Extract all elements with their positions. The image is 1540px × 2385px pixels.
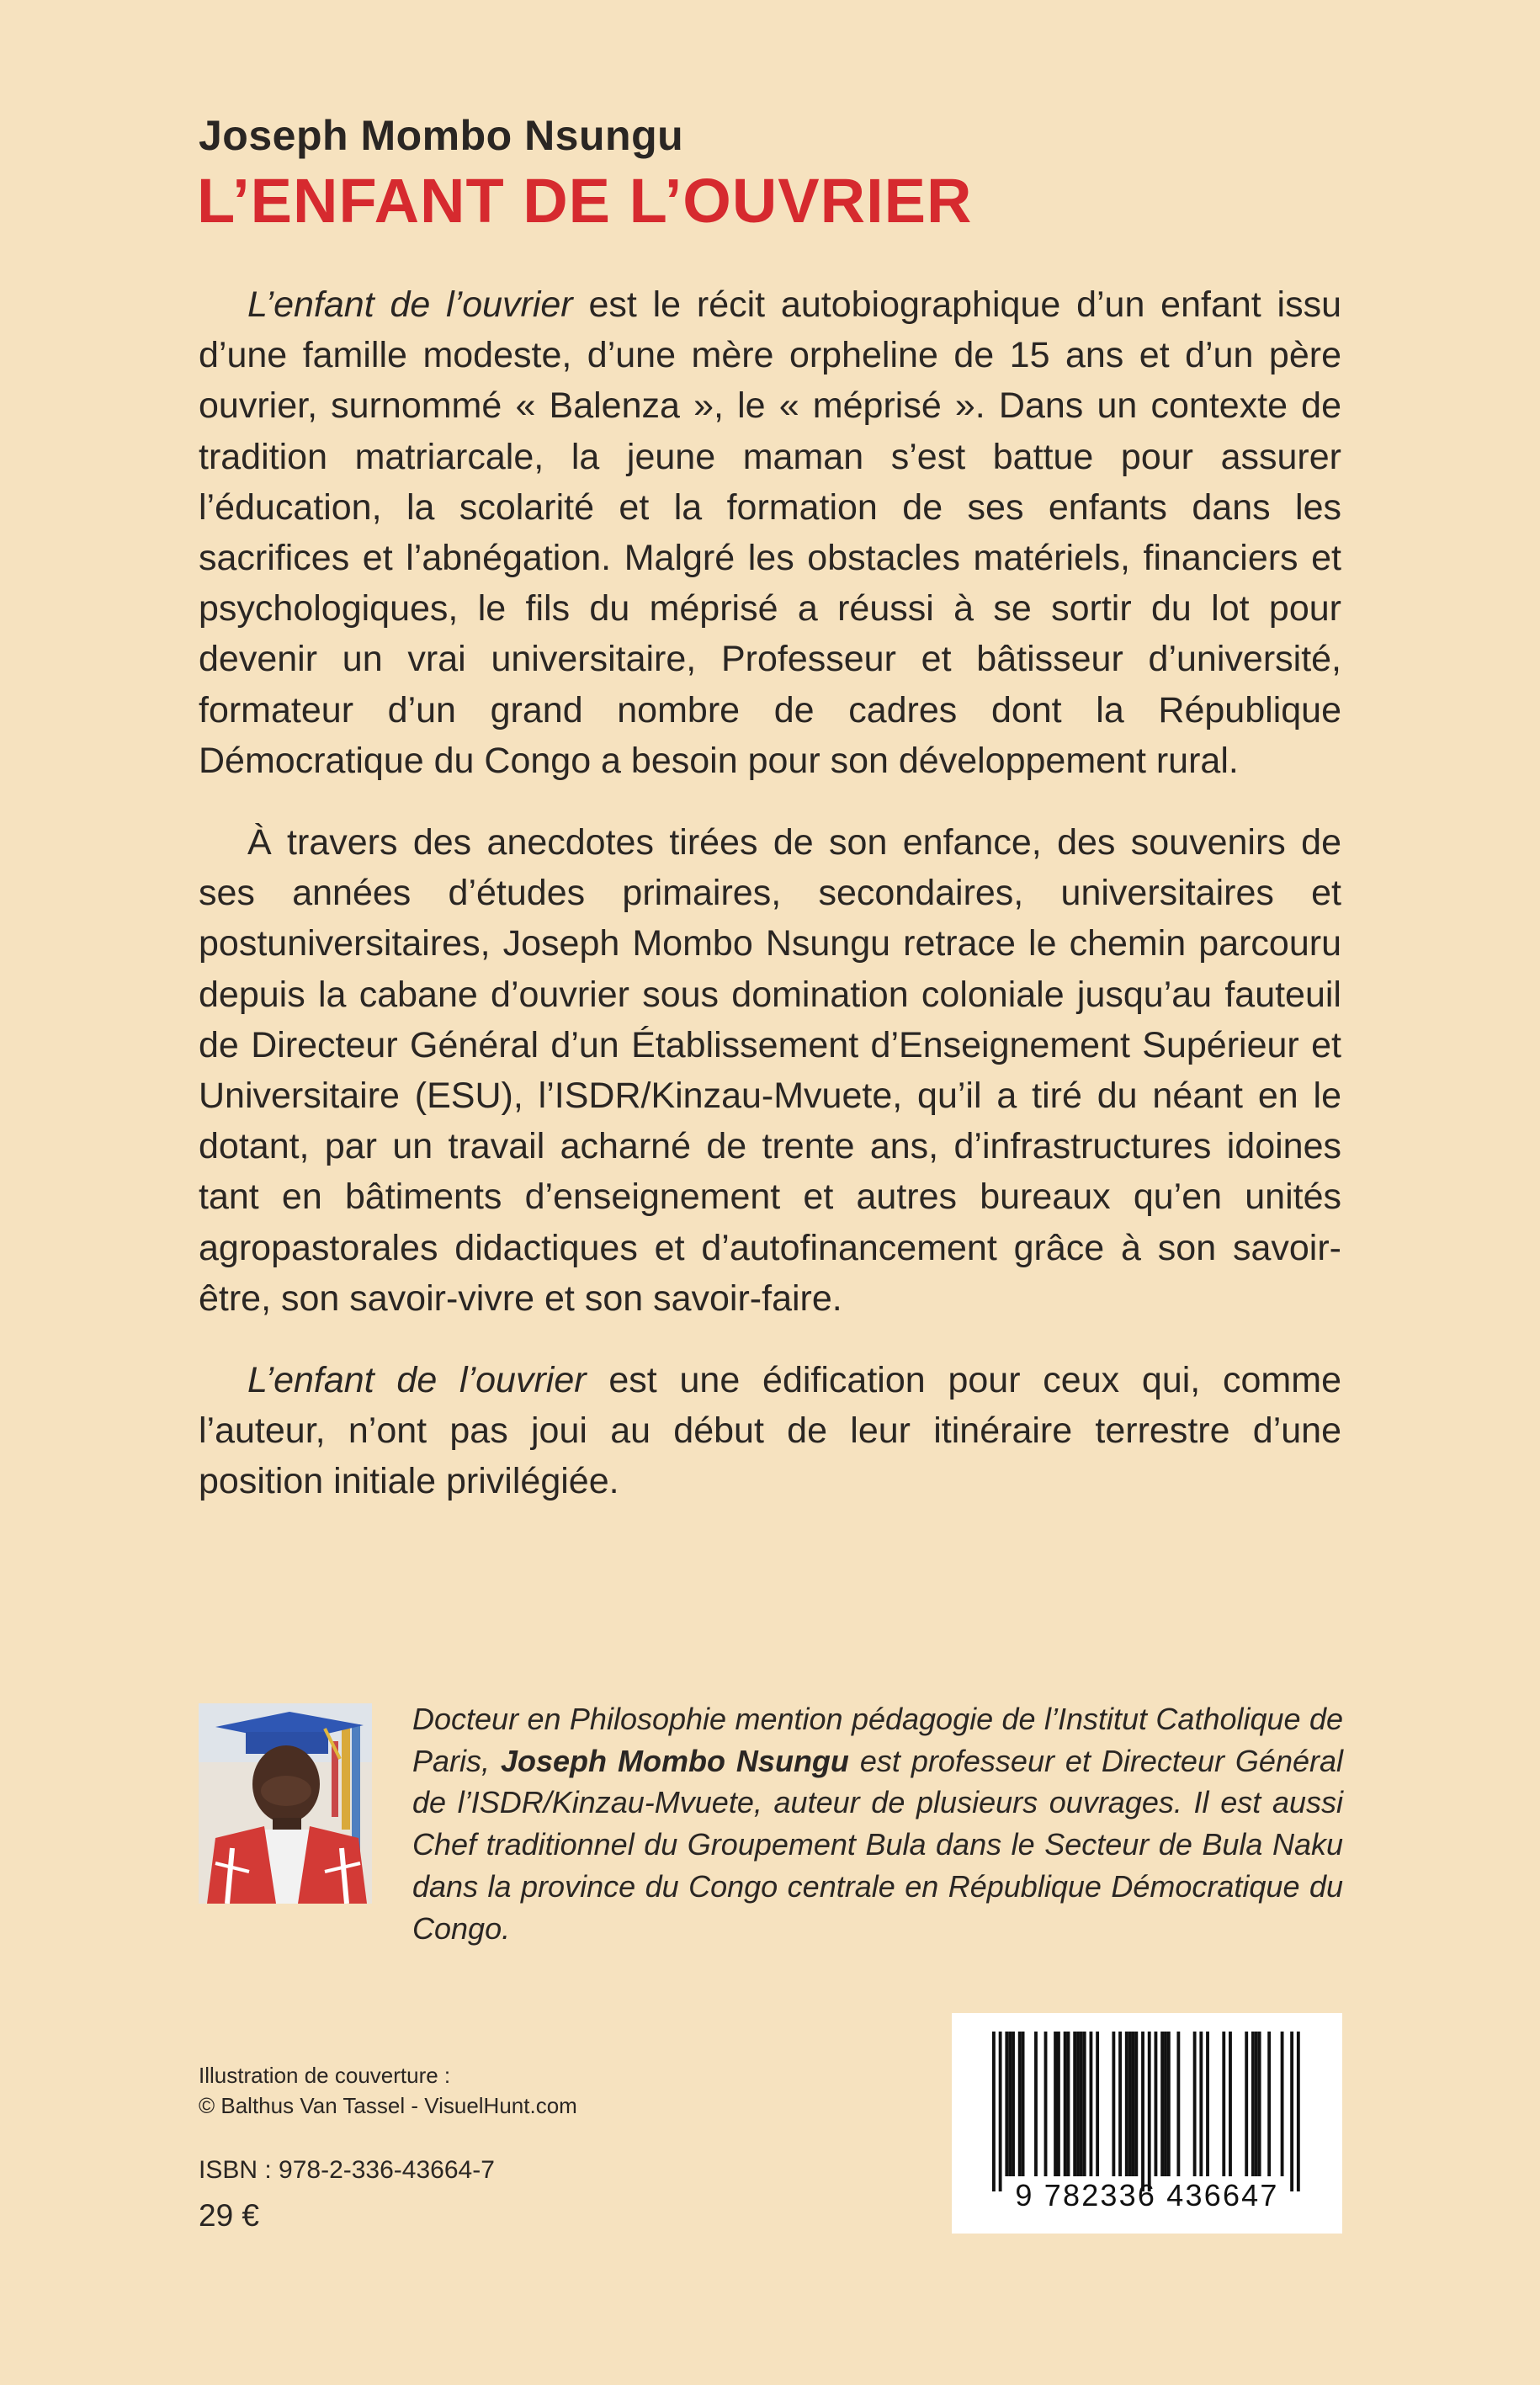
barcode-bar — [1148, 2032, 1151, 2191]
barcode-bar — [1297, 2032, 1300, 2191]
barcode-bar — [1022, 2032, 1025, 2176]
price: 29 € — [199, 2198, 260, 2233]
barcode-bar — [1167, 2032, 1171, 2176]
barcode-bar — [1018, 2032, 1022, 2176]
blurb-paragraph-1 — [199, 279, 1341, 786]
blurb-title-ref: L’enfant de l’ouvrier — [247, 1360, 587, 1401]
barcode-bar — [1112, 2032, 1115, 2176]
blurb-paragraph-3 — [199, 1355, 1341, 1507]
barcode-bar — [1255, 2032, 1258, 2176]
barcode-bar — [1193, 2032, 1197, 2176]
barcode-bar — [1012, 2032, 1015, 2176]
barcode-bar — [1134, 2032, 1138, 2176]
barcode-bar — [992, 2032, 996, 2191]
barcode-bar — [1008, 2032, 1012, 2176]
barcode-bar — [1064, 2032, 1067, 2176]
barcode — [952, 2013, 1342, 2234]
barcode-bar — [1132, 2032, 1135, 2176]
blurb-text: est une édification pour ceux qui, comme l’auteur, n’ont pas joui au début de leur itinéraire terrestre d’une position initiale privilégiée. — [199, 1360, 1341, 1502]
barcode-bar — [1096, 2032, 1099, 2176]
author-photo — [199, 1703, 372, 1904]
barcode-bar — [1199, 2032, 1203, 2176]
blurb-title-ref: L’enfant de l’ouvrier — [247, 284, 573, 325]
barcode-bar — [1164, 2032, 1167, 2176]
barcode-bar — [1141, 2032, 1144, 2191]
barcode-bar — [1160, 2032, 1164, 2176]
barcode-bar — [1222, 2032, 1225, 2176]
barcode-bar — [1067, 2032, 1070, 2176]
barcode-bar — [1281, 2032, 1284, 2176]
barcode-bar — [1245, 2032, 1248, 2176]
barcode-bar — [1118, 2032, 1122, 2176]
blurb — [199, 279, 1341, 1507]
barcode-bar — [1080, 2032, 1083, 2176]
barcode-bar — [1044, 2032, 1048, 2176]
barcode-bar — [1005, 2032, 1008, 2176]
barcode-bar — [1267, 2032, 1271, 2176]
barcode-digits: 9 782336 436647 — [1015, 2178, 1279, 2212]
barcode-bar — [1034, 2032, 1038, 2176]
barcode-bar — [1090, 2032, 1093, 2176]
barcode-bar — [1125, 2032, 1128, 2176]
author-bio — [412, 1698, 1343, 1949]
barcode-bar — [1290, 2032, 1293, 2191]
credit-source: © Balthus Van Tassel - VisuelHunt.com — [199, 2093, 577, 2118]
barcode-bar — [1229, 2032, 1232, 2176]
barcode-bar — [1155, 2032, 1158, 2176]
barcode-bar — [999, 2032, 1002, 2191]
barcode-bar — [1076, 2032, 1080, 2176]
barcode-bar — [1251, 2032, 1255, 2176]
blurb-text: est le récit autobiographique d’un enfant issu d’une famille modeste, d’une mère orpheline de 15 ans et d’un père ouvrier, surnommé « Balenza », le « méprisé ». Dans un contexte de tradition matriarcale, la jeune maman s’est battue pour assurer l’éducation, la scolarité et la formation de ses enfants dans les sacrifices et l’abnégation. Malgré les obstacles matériels, financiers et psychologiques, le fils du méprisé a réussi à se sortir du lot pour devenir un vrai universitaire, Professeur et bâtisseur d’université, formateur d’un grand nombre de cadres dont la République Démocratique du Congo a besoin pour son développement rural. — [199, 284, 1341, 781]
barcode-bar — [1083, 2032, 1086, 2176]
barcode-bar — [1054, 2032, 1057, 2176]
barcode-bar — [1176, 2032, 1180, 2176]
bio-author-name: Joseph Mombo Nsungu — [501, 1743, 849, 1778]
barcode-bar — [1057, 2032, 1060, 2176]
book-title: L’ENFANT DE L’OUVRIER — [197, 166, 973, 236]
barcode-bar — [1073, 2032, 1076, 2176]
barcode-bar — [1128, 2032, 1132, 2176]
author-name: Joseph Mombo Nsungu — [199, 112, 684, 159]
credit-label: Illustration de couverture : — [199, 2063, 451, 2088]
barcode-bar — [1258, 2032, 1261, 2176]
barcode-bar — [1206, 2032, 1209, 2176]
bio-text: est professeur et Directeur Général de l’ISDR/Kinzau-Mvuete, auteur de plusieurs ouvrages. Il est aussi Chef traditionnel du Groupement Bula dans le Secteur de Bula Naku dans la province du Congo centrale en République Démocratique du Congo. — [412, 1743, 1343, 1946]
bio-text: Docteur en Philosophie mention pédagogie de l’Institut Catholique de Paris, — [412, 1702, 1343, 1778]
isbn: ISBN : 978-2-336-43664-7 — [199, 2156, 495, 2184]
blurb-paragraph-2: À travers des anecdotes tirées de son enfance, des souvenirs de ses années d’études primaires, secondaires, universitaires et postuniversitaires, Joseph Mombo Nsungu retrace le chemin parcouru depuis la cabane d’ouvrier sous domination coloniale jusqu’au fauteuil de Directeur Général d’un Établissement d’Enseignement Supérieur et Universitaire (ESU), l’ISDR/Kinzau-Mvuete, qu’il a tiré du néant en le dotant, par un travail acharné de trente ans, d’infrastructures idoines tant en bâtiments d’enseignement et autres bureaux qu’en unités agropastorales didactiques et d’autofinancement grâce à son savoir-être, son savoir-vivre et son savoir-faire. — [199, 822, 1341, 1319]
illustration-credit — [199, 2060, 577, 2121]
